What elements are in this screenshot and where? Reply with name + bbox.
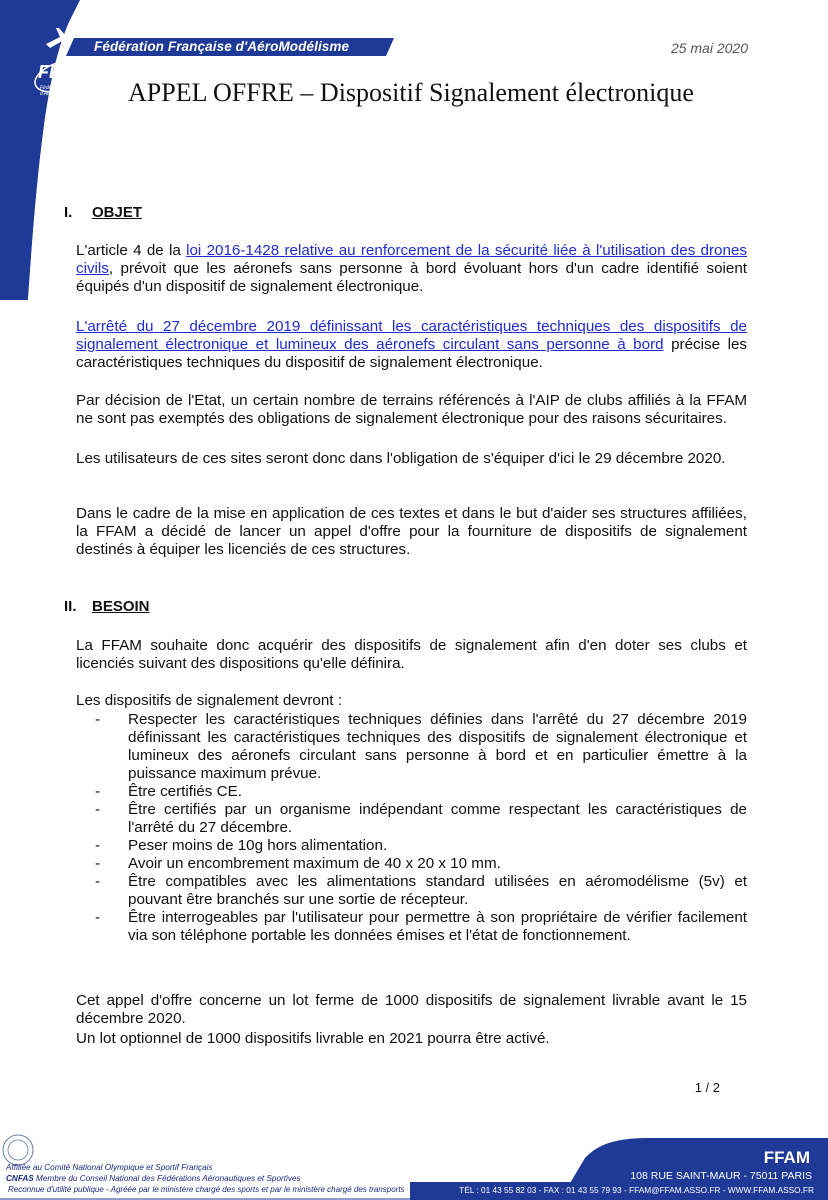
list-item — [95, 873, 747, 909]
requirements-list — [95, 711, 747, 945]
cnosf-seal-icon — [3, 1135, 33, 1165]
section-heading-objet — [64, 204, 142, 221]
paragraph: Les utilisateurs de ces sites seront donc dans l'obligation de s'équiper d'ici le 29 décembre 2020. — [76, 450, 726, 467]
paragraph: Un lot optionnel de 1000 dispositifs livrable en 2021 pourra être activé. — [76, 1030, 550, 1047]
list-item — [95, 837, 747, 855]
paragraph: Par décision de l'Etat, un certain nombre de terrains référencés à l'AIP de clubs affiliés à la FFAM ne sont pas exemptés des obligations de signalement électronique pour des raisons sécuritaires. — [76, 392, 747, 427]
law-link[interactable]: loi 2016-1428 relative au renforcement de la sécurité liée à l'utilisation des drones civils — [76, 242, 747, 277]
bullet-dash: - — [95, 873, 101, 890]
text: précise les caractéristiques techniques du dispositif de signalement électronique. — [76, 336, 747, 371]
list-item — [95, 801, 747, 837]
section-name: BESOIN — [92, 598, 150, 615]
paragraph — [76, 242, 747, 296]
document-date: 25 mai 2020 — [670, 40, 748, 56]
list-item-text: Être certifiés CE. — [128, 783, 242, 800]
paragraph: Dans le cadre de la mise en application de ces textes et dans le but d'aider ses structures affiliées, la FFAM a décidé de lancer un appel d'offre pour la fourniture de dispositifs de signalement destinés à équiper les licenciés de ces structures. — [76, 505, 747, 558]
list-item — [95, 783, 747, 801]
list-item-text: Être interrogeables par l'utilisateur pour permettre à son propriétaire de vérifier facilement via son téléphone portable les données émises et l'état de fonctionnement. — [128, 909, 747, 944]
list-item-text: Respecter les caractéristiques techniques définies dans l'arrêté du 27 décembre 2019 définissant les caractéristiques techniques des dispositifs de signalement électronique et lumineux des aéronefs circulant sans personne à bord et en particulier émettre à la puissance maximum prévue. — [128, 711, 747, 782]
footer-line: Affiliée au Comité National Olympique et Sportif Français — [6, 1163, 213, 1172]
footer-contact: TÉL : 01 43 55 82 03 - FAX : 01 43 55 79 93 - FFAM@FFAM.ASSO.FR - WWW.FFAM.ASSO.FR — [459, 1185, 814, 1195]
list-item — [95, 855, 747, 873]
footer-org-name: FFAM — [763, 1148, 810, 1167]
list-item-text: Peser moins de 10g hors alimentation. — [128, 837, 388, 854]
bullet-dash: - — [95, 837, 101, 854]
text: L'article 4 de la — [76, 242, 187, 259]
decree-link[interactable]: L'arrêté du 27 décembre 2019 définissant les caractéristiques techniques des dispositifs de signalement électronique et lumineux des aéronefs circulant sans personne à bord — [76, 318, 747, 353]
logo-text: FFAM — [38, 62, 87, 82]
bullet-dash: - — [95, 711, 101, 728]
section-name: OBJET — [92, 204, 143, 221]
footer-address: 108 RUE SAINT-MAUR - 75011 PARIS — [630, 1170, 812, 1182]
list-item-text: Être certifiés par un organisme indépendant comme respectant les caractéristiques de l'arrêté du 27 décembre. — [128, 801, 747, 836]
logo-subtext: Fédération Française d'AéroModélisme — [40, 85, 88, 97]
text: , prévoit que les aéronefs sans personne à bord évoluant hors d'un cadre identifié soient équipés d'un dispositif de signalement électronique. — [76, 260, 747, 295]
paragraph: Les dispositifs de signalement devront : — [76, 692, 342, 709]
footer-recognition: Reconnue d'utilité publique - Agréée par le ministère chargé des sports et par le ministère chargé des transports — [8, 1185, 405, 1194]
paragraph: La FFAM souhaite donc acquérir des dispositifs de signalement afin d'en doter ses clubs et licenciés suivant des dispositions qu'elle définira. — [76, 637, 747, 672]
paragraph: Cet appel d'offre concerne un lot ferme de 1000 dispositifs de signalement livrable avant le 15 décembre 2020. — [76, 992, 747, 1027]
list-item-text: Être compatibles avec les alimentations standard utilisées en aéromodélisme (5v) et pouvant être branchés sur une sortie de récepteur. — [128, 873, 747, 908]
section-heading-besoin — [64, 598, 150, 615]
footer-line-text: Membre du Conseil National des Fédérations Aéronautiques et Sportives — [36, 1174, 301, 1183]
list-item — [95, 711, 747, 783]
bullet-dash: - — [95, 783, 101, 800]
footer-affiliations — [6, 1162, 301, 1184]
list-item — [95, 909, 747, 945]
document-title: APPEL OFFRE – Dispositif Signalement électronique — [128, 78, 694, 107]
cnfas-label: CNFAS — [6, 1174, 34, 1183]
page-number: 1 / 2 — [694, 1080, 720, 1095]
organization-name: Fédération Française d'AéroModélisme — [94, 39, 350, 54]
section-number: II. — [64, 598, 77, 615]
paragraph — [76, 318, 747, 372]
bullet-dash: - — [95, 801, 101, 818]
bullet-dash: - — [95, 855, 101, 872]
footer-line — [6, 1173, 301, 1184]
section-number: I. — [64, 204, 73, 221]
list-item-text: Avoir un encombrement maximum de 40 x 20 x 10 mm. — [128, 855, 501, 872]
bullet-dash: - — [95, 909, 101, 926]
